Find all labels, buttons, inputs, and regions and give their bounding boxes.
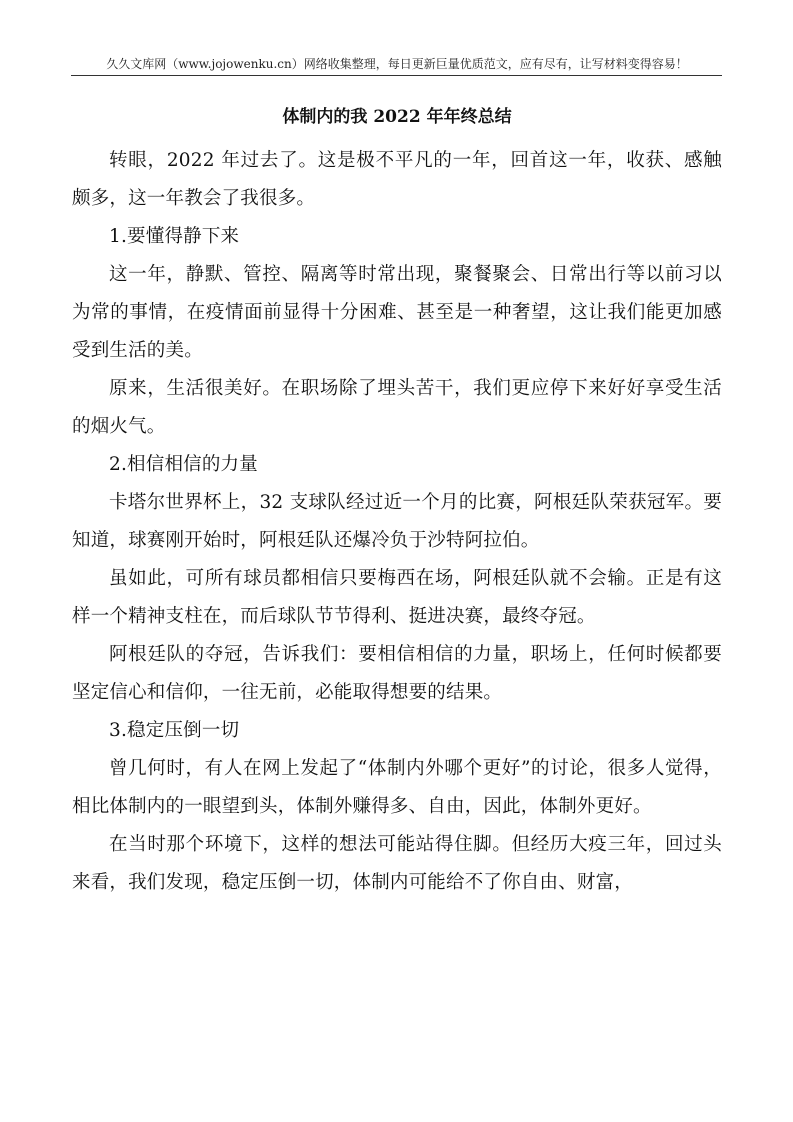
section-heading: 2.相信相信的力量 — [109, 454, 258, 475]
paragraph: 这一年，静默、管控、隔离等时常出现，聚餐聚会、日常出行等以前习以为常的事情，在疫情面前显得十分困难、甚至是一种奢望，这让我们能更加感受到生活的美。 — [72, 264, 722, 361]
paragraph: 阿根廷队的夺冠，告诉我们：要相信相信的力量，职场上，任何时候都要坚定信心和信仰，一往无前，必能取得想要的结果。 — [72, 644, 722, 703]
document-title: 体制内的我 2022 年年终总结 — [282, 107, 512, 127]
paragraph: 曾几何时，有人在网上发起了“体制内外哪个更好”的讨论，很多人觉得，相比体制内的一眼望到头，体制外赚得多、自由，因此，体制外更好。 — [72, 758, 722, 817]
section-heading: 3.稳定压倒一切 — [109, 720, 240, 741]
header-divider — [71, 75, 722, 76]
paragraph: 卡塔尔世界杯上，32 支球队经过近一个月的比赛，阿根廷队荣获冠军。要知道，球赛刚开始时，阿根廷队还爆冷负于沙特阿拉伯。 — [72, 492, 722, 551]
document-body — [72, 142, 722, 902]
paragraph: 原来，生活很美好。在职场除了埋头苦干，我们更应停下来好好享受生活的烟火气。 — [72, 378, 722, 437]
paragraph: 转眼，2022 年过去了。这是极不平凡的一年，回首这一年，收获、感触颇多，这一年教会了我很多。 — [72, 150, 722, 209]
paragraph: 虽如此，可所有球员都相信只要梅西在场，阿根廷队就不会输。正是有这样一个精神支柱在，而后球队节节得利、挺进决赛，最终夺冠。 — [72, 568, 722, 627]
paragraph: 在当时那个环境下，这样的想法可能站得住脚。但经历大疫三年，回过头来看，我们发现，稳定压倒一切，体制内可能给不了你自由、财富， — [72, 834, 722, 893]
page-header: 久久文库网（www.jojowenku.cn）网络收集整理，每日更新巨量优质范文，应有尽有，让写材料变得容易！ — [106, 57, 688, 71]
section-heading: 1.要懂得静下来 — [109, 226, 240, 247]
